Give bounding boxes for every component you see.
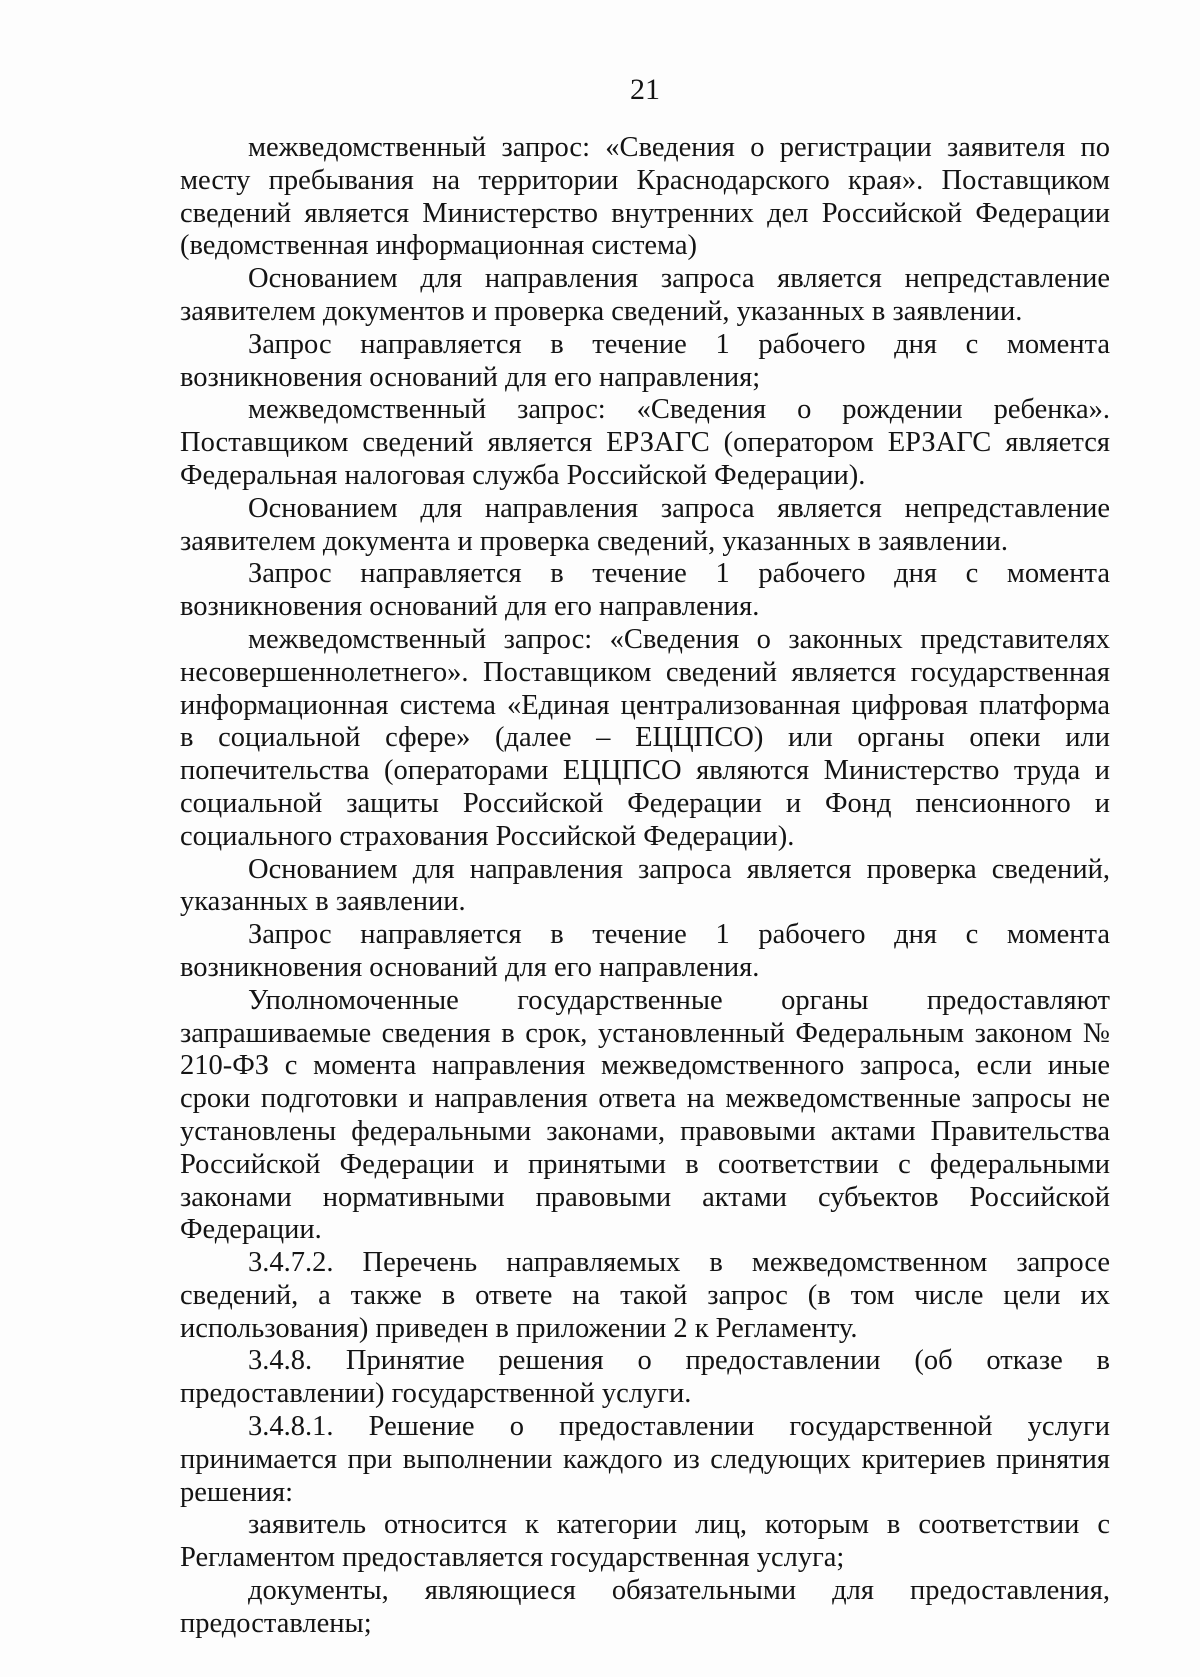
paragraph-3: Запрос направляется в течение 1 рабочего дня с момента возникновения оснований для его направления; — [180, 328, 1110, 393]
paragraph-12: 3.4.8. Принятие решения о предоставлении (об отказе в предоставлении) государственной услуги. — [180, 1345, 1110, 1410]
paragraph-1: межведомственный запрос: «Сведения о регистрации заявителя по месту пребывания на территории Краснодарского края». Поставщиком сведений является Министерство внутренних дел Российской Федерации (ведомственная информационная система) — [180, 132, 1110, 262]
paragraph-6: Запрос направляется в течение 1 рабочего дня с момента возникновения оснований для его направления. — [180, 558, 1110, 623]
paragraph-10: Уполномоченные государственные органы предоставляют запрашиваемые сведения в срок, установленный Федеральным законом № 210-ФЗ с момента направления межведомственного запроса, если иные сроки подготовки и направления ответа на межведомственные запросы не установлены федеральными законами, правовыми актами Правительства Российской Федерации и принятыми в соответствии с федеральными законами нормативными правовыми актами субъектов Российской Федерации. — [180, 984, 1110, 1246]
paragraph-14: заявитель относится к категории лиц, которым в соответствии с Регламентом предоставляется государственная услуга; — [180, 1509, 1110, 1574]
paragraph-5: Основанием для направления запроса является непредставление заявителем документа и проверка сведений, указанных в заявлении. — [180, 492, 1110, 557]
page-number: 21 — [630, 73, 660, 106]
paragraph-15: документы, являющиеся обязательными для предоставления, предоставлены; — [180, 1575, 1110, 1639]
paragraph-9: Запрос направляется в течение 1 рабочего дня с момента возникновения оснований для его направления. — [180, 919, 1110, 983]
paragraph-4: межведомственный запрос: «Сведения о рождении ребенка». Поставщиком сведений является ЕРЗАГС (оператором ЕРЗАГС является Федеральная налоговая служба Российской Федерации). — [180, 394, 1110, 491]
paragraph-13: 3.4.8.1. Решение о предоставлении государственной услуги принимается при выполнении каждого из следующих критериев принятия решения: — [180, 1411, 1110, 1508]
paragraph-8: Основанием для направления запроса является проверка сведений, указанных в заявлении. — [180, 853, 1110, 918]
document-body — [180, 132, 1110, 1641]
paragraph-2: Основанием для направления запроса является непредставление заявителем документов и проверка сведений, указанных в заявлении. — [180, 263, 1110, 327]
paragraph-7: межведомственный запрос: «Сведения о законных представителях несовершеннолетнего». Поставщиком сведений является государственная информационная система «Единая централизованная цифровая платформа в социальной сфере» (далее – ЕЦЦПСО) или органы опеки или попечительства (операторами ЕЦЦПСО являются Министерство труда и социальной защиты Российской Федерации и Фонд пенсионного и социального страхования Российской Федерации). — [180, 623, 1110, 852]
paragraph-11: 3.4.7.2. Перечень направляемых в межведомственном запросе сведений, а также в ответе на такой запрос (в том числе цели их использования) приведен в приложении 2 к Регламенту. — [180, 1247, 1110, 1344]
